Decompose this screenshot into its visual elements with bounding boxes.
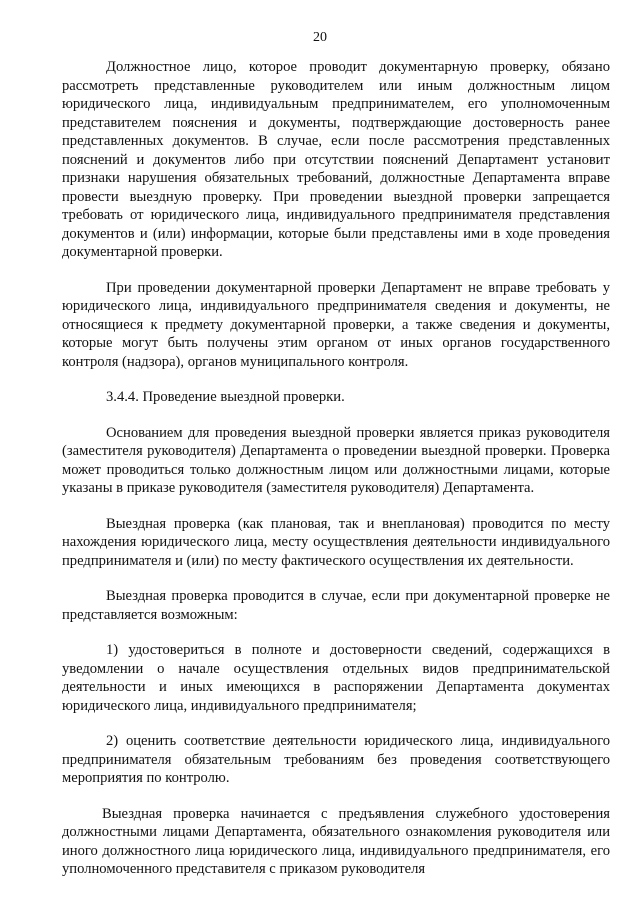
- paragraph-conditions: Выездная проверка проводится в случае, если при документарной проверке не представляется возможным:: [62, 588, 610, 623]
- section-heading-3-4-4: 3.4.4. Проведение выездной проверки.: [106, 389, 345, 405]
- paragraph-documentary-review: Должностное лицо, которое проводит документарную проверку, обязано рассмотреть представленные руководителем или иным должностным лицом юридического лица, индивидуальным предпринимателем, его уполномоченным представителем пояснения и документы, подтверждающие достоверность ранее представленных документов. В случае, если после рассмотрения представленных пояснений и документов либо при отсутствии пояснений Департамент установит признаки нарушения обязательных требований, должностные Департамента вправе провести выездную проверку. При проведении выездной проверки запрещается требовать от юридического лица, индивидуального предпринимателя представления документов и (или) информации, которые были представлены ими в ходе проведения документарной проверки.: [62, 59, 610, 260]
- paragraph-restrictions: При проведении документарной проверки Департамент не вправе требовать у юридического лица, индивидуального предпринимателя сведения и документы, не относящиеся к предмету документарной проверки, а также сведения и документы, которые могут быть получены этим органом от иных органов государственного контроля (надзора), органов муниципального контроля.: [62, 279, 610, 370]
- list-item-2: 2) оценить соответствие деятельности юридического лица, индивидуального предпринимателя обязательным требованиям без проведения соответствующего мероприятия по контролю.: [62, 733, 610, 786]
- paragraph-location: Выездная проверка (как плановая, так и внеплановая) проводится по месту нахождения юридического лица, месту осуществления деятельности индивидуального предпринимателя и (или) по месту фактического осуществления их деятельности.: [62, 515, 610, 569]
- paragraph-start-of-inspection: Выездная проверка начинается с предъявления служебного удостоверения должностными лицами Департамента, обязательного ознакомления руководителя или иного должностного лица юридического лица, индивидуального предпринимателя, его уполномоченного представителя с приказом руководителя: [62, 805, 610, 877]
- document-body: [62, 58, 610, 879]
- page-number: 20: [313, 30, 327, 45]
- paragraph-grounds: Основанием для проведения выездной проверки является приказ руководителя (заместителя руководителя) Департамента о проведении выездной проверки. Проверка может проводиться только должностным лицом или должностными лицами, которые указаны в приказе руководителя (заместителя руководителя) Департамента.: [62, 424, 610, 496]
- list-item-1: 1) удостовериться в полноте и достоверности сведений, содержащихся в уведомлении о начале осуществления отдельных видов предпринимательской деятельности и иных имеющихся в распоряжении Департамента документах юридического лица, индивидуального предпринимателя;: [62, 642, 610, 714]
